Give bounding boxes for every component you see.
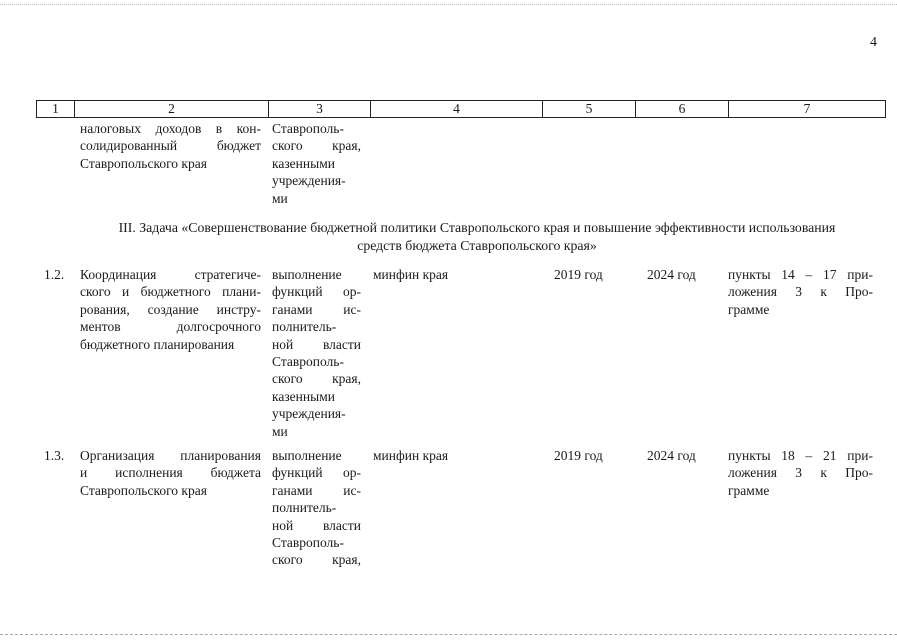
scan-edge-top [0, 4, 897, 5]
column-header-2: 2 [75, 101, 269, 117]
row-number: 1.3. [44, 448, 65, 463]
row-start-year: 2019 год [554, 448, 603, 463]
scan-edge-bottom [0, 634, 897, 635]
continued-row-executor: Ставрополь- ского края, казенными учреждения- ми [272, 121, 361, 206]
row-reference: пункты 18 – 21 при- ложения 3 к Про- грамме [728, 448, 873, 498]
row-reference: пункты 14 – 17 при- ложения 3 к Про- грамме [728, 267, 873, 317]
row-executor: выполнение функций ор- ганами ис- полнитель- ной власти Ставрополь- ского края, [272, 448, 361, 568]
row-executor: выполнение функций ор- ганами ис- полнитель- ной власти Ставрополь- ского края, казенными учреждения- ми [272, 267, 361, 439]
row-end-year: 2024 год [647, 448, 696, 463]
column-header-5: 5 [543, 101, 636, 117]
column-header-3: 3 [269, 101, 371, 117]
task-heading [74, 219, 880, 255]
row-responsible: минфин края [373, 267, 449, 282]
column-header-7: 7 [803, 101, 811, 116]
row-responsible: минфин края [373, 448, 449, 463]
page-number: 4 [870, 35, 877, 50]
table-header-row [36, 100, 886, 118]
row-end-year: 2024 год [647, 267, 696, 282]
row-start-year: 2019 год [554, 267, 603, 282]
task-heading-line-1: III. Задача «Совершенствование бюджетной политики Ставропольского края и повышение эффективности использования [118, 220, 836, 235]
row-name: Координация стратегиче- ского и бюджетного плани- рования, создание инстру- ментов долгосрочного бюджетного планирования [80, 267, 261, 352]
task-heading-line-2: средств бюджета Ставропольского края» [357, 238, 597, 253]
row-name: Организация планирования и исполнения бюджета Ставропольского края [80, 448, 261, 498]
column-header-6: 6 [636, 101, 729, 117]
continued-row-name: налоговых доходов в кон- солидированный бюджет Ставропольского края [80, 121, 261, 171]
row-number: 1.2. [44, 267, 65, 282]
column-header-1: 1 [37, 101, 75, 117]
column-header-4: 4 [371, 101, 543, 117]
